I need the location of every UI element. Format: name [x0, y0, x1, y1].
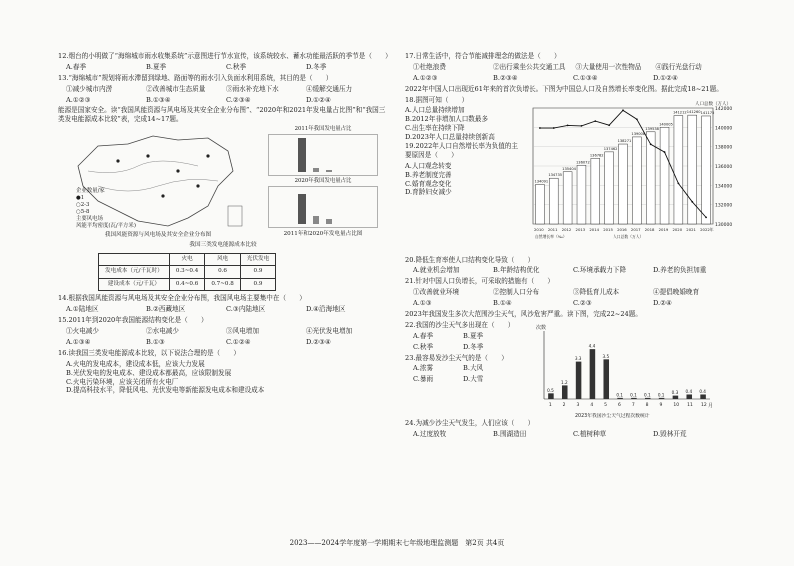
population-data-label: 136072: [576, 159, 590, 164]
dust-bar: [576, 362, 582, 399]
q18-option-d: D.2023年人口总量持续创新高: [405, 133, 495, 142]
dust-bar: [645, 398, 651, 399]
question-15: 15.2011年到2020年我国能源结构变化是（ ）: [58, 316, 208, 325]
y-axis-label: 次数: [536, 324, 547, 331]
q13-option-a: A.①②③: [66, 95, 91, 104]
q15-sub-4: ④光伏发电增加: [306, 327, 353, 336]
intro-22-24: 2023年我国发生多次大范围沙尘天气，风沙危害严重。读下图，完成22~24题。: [405, 310, 642, 319]
q13-sub-4: ④缓解交通压力: [306, 84, 353, 93]
population-bar: [702, 116, 711, 224]
q24-option-c: C.植树种草: [573, 429, 607, 438]
map-legend-2: ○2-3: [76, 202, 90, 209]
dust-data-label: 0.4: [685, 388, 693, 394]
q13-sub-2: ②改善城市生态质量: [146, 84, 206, 93]
y-tick-label: 136000: [715, 164, 733, 170]
table-header-cell: 光伏发电: [240, 253, 275, 266]
population-data-label: 140005: [659, 121, 673, 126]
q15-option-c: C.①②④: [226, 337, 251, 346]
q16-option-d: D.提高科技水平，降低风电、光伏发电等新能源发电成本和建设成本: [66, 386, 265, 395]
x-tick-label: 2011: [547, 226, 558, 232]
q21-sub-2: ②控制人口分布: [493, 288, 540, 297]
y-tick-label: 142000: [715, 106, 733, 112]
population-bar: [591, 158, 600, 224]
y-tick-label: 130000: [715, 222, 733, 228]
table-header-cell: [99, 253, 170, 266]
population-data-label: 134735: [548, 172, 563, 177]
table-cell: 0.7~0.8: [205, 278, 240, 291]
population-bar: [632, 136, 641, 223]
y-tick-label: 138000: [715, 145, 733, 151]
q23-options-row1: [413, 364, 525, 373]
x-tick-label: 2017: [630, 226, 641, 232]
q21-option-d: D.②④: [653, 299, 672, 308]
x-tick-label: 2022年: [700, 226, 714, 232]
bar-2020-chart: [268, 186, 378, 228]
q22-option-a: A.春季: [413, 331, 434, 340]
dust-bar: [548, 393, 554, 399]
table-cell: 建设成本（元/千瓦）: [99, 278, 170, 291]
intro-14-17: 能源是国家安全。读“我国风能资源与风电场及其安全企业分布图”、“2020年和2021年发电量占比图”和“我国三类发电能源成本比较”表，完成14~17题。: [58, 106, 386, 124]
q17-sub-3: ③大量使用一次性物品: [575, 62, 642, 71]
dust-data-label: 0.4: [699, 388, 706, 394]
q14-options: [66, 305, 388, 314]
x-tick-label: 2: [562, 402, 566, 408]
q17-subitems: [413, 63, 745, 72]
q24-option-d: D.毁林开荒: [653, 429, 687, 438]
y-axis-label: 人口总数（万人）: [695, 101, 731, 107]
q17-option-c: C.①③④: [573, 73, 598, 82]
dust-data-label: 0.5: [547, 387, 554, 393]
table-title: 我国三类发电能源成本比较: [189, 242, 257, 249]
q18-option-c: C.出生率在持续下降: [405, 124, 465, 133]
q18-option-a: A.人口总量持续增加: [405, 106, 465, 115]
bar-2011-chart: [268, 134, 378, 176]
q13-sub-3: ③雨水补充地下水: [226, 84, 279, 93]
x-tick-label: 2021: [686, 226, 696, 232]
population-bar: [605, 151, 614, 223]
q14-option-c: C.③内陆地区: [226, 305, 266, 314]
population-bar: [549, 178, 558, 224]
right-column: [405, 52, 745, 441]
population-bar: [660, 127, 669, 224]
y-tick-label: 132000: [715, 203, 733, 209]
q20-options: [413, 266, 745, 275]
table-cell: 0.9: [240, 266, 275, 279]
q20-option-d: D.养老的负担加重: [653, 266, 707, 275]
dust-data-label: 0.1: [630, 392, 637, 398]
q21-subitems: [413, 288, 745, 297]
table-cell: 发电成本（元/千瓦时）: [99, 266, 170, 279]
map-legend-3: ○5-8: [76, 209, 90, 216]
dust-bar: [659, 398, 665, 399]
q22-option-c: C.秋季: [413, 342, 434, 351]
q17-option-b: B.②③④: [493, 73, 518, 82]
q17-sub-4: ④践行光盘行动: [655, 62, 702, 71]
legend-population: 人口总数（万人）: [613, 233, 644, 239]
q24-option-b: B.围湖造田: [493, 429, 527, 438]
map-caption: 我国风能资源与风电场及其安全企业分布图: [104, 232, 212, 239]
population-bar: [674, 115, 683, 223]
q15-option-b: B.①③: [146, 337, 165, 346]
x-axis-label: 月: [708, 402, 714, 409]
q20-option-a: A.就业机会增加: [413, 266, 460, 275]
q16-option-c: C.火电污染环境，应该关闭所有火电厂: [66, 377, 179, 386]
question-19: 19.2022年人口自然增长率为负值的主要原因是（ ）: [405, 142, 518, 159]
table-header-row: [99, 253, 276, 266]
population-data-label: 139538: [645, 126, 659, 131]
x-tick-label: 1: [548, 402, 552, 408]
population-data-label: 138271: [617, 138, 632, 143]
table-header-cell: 火电: [169, 253, 204, 266]
q15-option-d: D.②③④: [306, 337, 331, 346]
x-tick-label: 2016: [617, 226, 627, 232]
q22-options-row1: [413, 332, 525, 341]
dust-chart: [530, 321, 720, 421]
q15-options: [66, 338, 388, 347]
q24-option-a: A.过度放牧: [413, 429, 447, 438]
dust-data-label: 0.1: [643, 392, 651, 398]
q13-option-d: D.①②④: [306, 95, 331, 104]
population-bar: [535, 184, 544, 224]
q13-options: [66, 96, 388, 105]
x-tick-label: 6: [618, 402, 621, 408]
bar-title-2020: 2020年我国发电量占比: [294, 178, 352, 185]
x-tick-label: 3: [576, 402, 580, 408]
x-tick-label: 11: [687, 402, 693, 408]
q14-option-b: B.②西藏地区: [146, 305, 186, 314]
dust-data-label: 3.3: [574, 356, 582, 362]
q18-21-text: [405, 96, 520, 198]
q21-options: [413, 299, 745, 308]
map-legend-title: 企业数量/家: [76, 188, 105, 195]
q22-option-d: D.冬季: [463, 342, 484, 351]
q16-option-b: B.光伏发电的发电成本、建设成本都最高，应该限制发展: [66, 368, 232, 377]
intro-18-21: 2022年中国人口出现近61年来的首次负增长。下图为中国总人口及自然增长率变化图。据此完成18~21题。: [405, 84, 723, 93]
q15-option-a: A.①③④: [66, 337, 91, 346]
population-data-label: 139008: [631, 131, 646, 136]
q19-option-b: B.养老制度完善: [405, 170, 452, 179]
q21-option-b: B.①④: [493, 299, 512, 308]
q17-options: [413, 74, 745, 83]
dust-data-label: 0.1: [616, 392, 623, 398]
q16-options: [66, 360, 388, 396]
x-tick-label: 2012: [561, 226, 572, 232]
power-share-panels: [268, 126, 378, 242]
table-cell: 0.3~0.4: [169, 266, 204, 279]
q21-option-a: A.①③: [413, 299, 432, 308]
q23-option-d: D.大雪: [463, 375, 484, 384]
energy-figure-area: [58, 126, 388, 242]
q22-options-row2: [413, 343, 525, 352]
dust-bar: [631, 398, 637, 399]
map-legend-1: ●1: [76, 195, 85, 202]
q14-option-d: D.④沿海地区: [306, 305, 346, 314]
q12-option-d: D.冬季: [306, 62, 327, 71]
q19-option-d: D.育龄妇女减少: [405, 188, 452, 197]
table-cell: 0.6: [205, 266, 240, 279]
legend-growth: 自然增长率（‰）: [535, 233, 567, 239]
y-tick-label: 134000: [715, 183, 733, 189]
q19-option-c: C.婚育观念变化: [405, 179, 452, 188]
map-legend-5: 风能平均密度(瓦/平方米): [76, 223, 136, 230]
dust-data-label: 0.1: [657, 392, 665, 398]
bar-title-2011: 2011年我国发电量占比: [294, 126, 352, 133]
x-tick-label: 2020: [672, 226, 683, 232]
x-tick-label: 2013: [575, 226, 586, 232]
dust-bar: [700, 394, 706, 399]
question-22: 22.我国的沙尘天气多出现在（ ）: [405, 320, 515, 329]
dust-section: [405, 321, 745, 443]
q22-24-text: [405, 321, 525, 386]
q12-options: [66, 63, 388, 72]
x-tick-label: 2015: [603, 226, 613, 232]
x-tick-label: 10: [673, 402, 680, 408]
population-data-label: 134091: [534, 179, 549, 184]
q21-sub-4: ④提倡晚婚晚育: [653, 288, 700, 297]
population-data-label: 141260: [686, 109, 701, 114]
bar-caption: 2011年和2020年发电量占比图: [283, 230, 363, 237]
q23-option-a: A.浓雾: [413, 364, 434, 373]
map-legend-4: 主要风电场: [76, 216, 103, 223]
q20-option-b: B.年龄结构优化: [493, 266, 540, 275]
table-cell: 0.4~0.6: [169, 278, 204, 291]
q17-option-d: D.①②④: [653, 73, 678, 82]
q20-option-c: C.环境承载力下降: [573, 266, 627, 275]
left-column: [58, 52, 392, 395]
question-16: 16.读我国三类发电能源成本比较，以下说法合理的是（ ）: [58, 348, 240, 357]
question-21: 21.针对中国人口负增长，可采取的措施有（ ）: [405, 277, 554, 286]
population-bar: [563, 171, 572, 223]
dust-bar: [673, 396, 679, 399]
dust-bar: [603, 359, 609, 399]
x-tick-label: 2014: [589, 226, 600, 232]
population-data-label: 136782: [589, 153, 604, 158]
q21-option-c: C.②③: [573, 299, 592, 308]
question-24: 24.为减少沙尘天气发生，人们应该（ ）: [405, 418, 535, 427]
q21-sub-1: ①改善就业环境: [413, 288, 460, 297]
dust-bar: [562, 385, 568, 399]
question-17: 17.日常生活中，符合节能减排理念的做法是（ ）: [405, 52, 561, 60]
q12-option-a: A.春季: [66, 62, 87, 71]
x-tick-label: 8: [645, 402, 649, 408]
q21-sub-3: ③降低育儿成本: [573, 288, 620, 297]
x-tick-label: 7: [631, 402, 635, 408]
x-tick-label: 2010: [534, 226, 544, 232]
y-tick-label: 140000: [715, 125, 733, 131]
page-footer: 2023——2024学年度第一学期期末七年级地理监测题 第2页 共4页: [289, 539, 505, 547]
question-20: 20.降低生育率使人口结构变化导致（ ）: [405, 255, 535, 264]
question-13: 13.“海绵城市”规划将雨水滞留到绿地、路面等的雨水引入负面水利用系统，其目的是（ ）: [58, 73, 333, 82]
q16-option-a: A.火电的发电成本，建设成本低，应该大力发展: [66, 359, 205, 368]
cost-table: [98, 253, 276, 292]
table-cell: 0.9: [240, 278, 275, 291]
x-tick-label: 4: [590, 402, 594, 408]
q18-option-b: B.2012年非增加人口数最多: [405, 115, 489, 124]
dust-data-label: 3.5: [602, 353, 610, 359]
dust-data-label: 1.2: [560, 379, 568, 385]
q12-option-b: B.夏季: [146, 62, 167, 71]
question-18: 18.据图可知（ ）: [405, 95, 469, 104]
x-tick-label: 12: [701, 402, 707, 408]
x-tick-label: 9: [659, 402, 663, 408]
q15-sub-1: ①火电减少: [66, 327, 99, 336]
q22-option-b: B.夏季: [463, 331, 484, 340]
q15-sub-2: ②水电减少: [146, 327, 179, 336]
q13-sub-1: ①减少城市内涝: [66, 84, 113, 93]
q15-subitems: [66, 327, 388, 336]
table-row: [99, 266, 276, 279]
question-12: 12.烟台的小明做了“海绵城市雨水收集系统”示意图进行节水宣传，该系统较水、蓄水功能最活跃的季节是（ ）: [58, 52, 392, 60]
q13-option-b: B.①③④: [146, 95, 171, 104]
dust-chart-title: 2023年我国沙尘天气过程次数统计: [575, 413, 650, 419]
q23-option-b: B.大风: [463, 364, 484, 373]
q13-option-c: C.②③④: [226, 95, 251, 104]
q14-option-a: A.①陆地区: [66, 305, 99, 314]
population-chart: [523, 96, 745, 246]
table-row: [99, 278, 276, 291]
dust-bar: [686, 394, 692, 399]
population-bar: [577, 165, 586, 224]
x-tick-label: 2019: [658, 226, 669, 232]
q19-option-a: A.人口观念转变: [405, 161, 452, 170]
population-section: [405, 96, 745, 256]
q23-options-row2: [413, 375, 525, 384]
map-legend: [76, 188, 136, 230]
table-header-cell: 风电: [205, 253, 240, 266]
q17-option-a: A.①②③: [413, 73, 438, 82]
q17-sub-1: ①杜绝浪费: [413, 62, 446, 71]
q13-subitems: [66, 85, 388, 94]
population-data-label: 135404: [562, 166, 576, 171]
population-bar: [688, 115, 697, 224]
dust-bar: [590, 349, 596, 399]
population-data-label: 141175: [700, 110, 715, 115]
x-tick-label: 5: [604, 402, 608, 408]
population-data-label: 141212: [672, 110, 687, 115]
q23-option-c: C.暴雨: [413, 375, 434, 384]
question-23: 23.最容易发沙尘天气的是（ ）: [405, 353, 508, 362]
q17-sub-2: ②出行乘坐公共交通工具: [493, 62, 566, 71]
dust-bar: [617, 398, 623, 399]
x-tick-label: 2018: [644, 226, 655, 232]
dust-data-label: 4.4: [588, 343, 596, 349]
population-data-label: 137462: [603, 146, 618, 151]
q12-option-c: C.秋季: [226, 62, 247, 71]
question-14: 14.根据我国风能资源与风电场及其安全企业分布图，我国风电场主要集中在（ ）: [58, 294, 306, 303]
q15-sub-3: ③风电增加: [226, 327, 259, 336]
population-bar: [619, 144, 628, 224]
dust-data-label: 0.3: [671, 390, 679, 396]
